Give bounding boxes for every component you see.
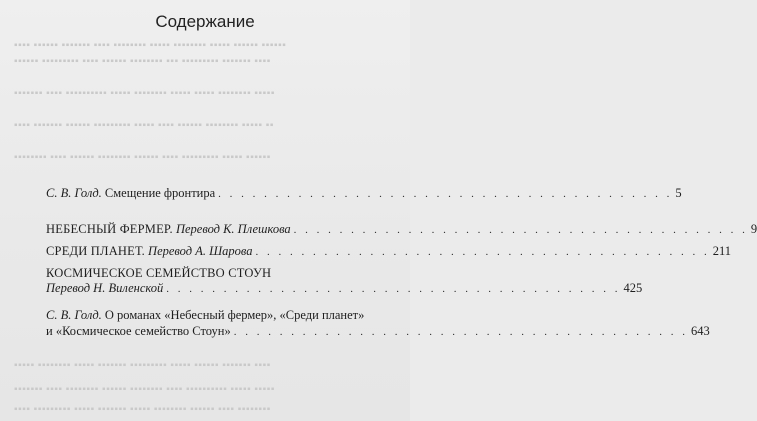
toc-title-continued: и «Космическое семейство Стоун» bbox=[46, 324, 231, 338]
toc-author: С. В. Голд. bbox=[46, 308, 102, 322]
toc-title: О романах «Небесный фермер», «Среди планет» bbox=[104, 308, 365, 322]
toc-entry-text bbox=[46, 222, 291, 237]
toc-page-number: 643 bbox=[690, 324, 710, 338]
leader-dots: . . . . . . . . . . . . . . . . . . . . . . . . . . . . . . . . . . . . . . . . bbox=[218, 188, 673, 200]
show-through-text: ▪▪▪▪▪▪▪▪ ▪▪▪▪ ▪▪▪▪▪▪ ▪▪▪▪▪▪▪▪ ▪▪▪▪▪▪ ▪▪▪▪ ▪▪▪▪▪▪▪▪▪ ▪▪▪▪▪ ▪▪▪▪▪▪ bbox=[14, 152, 271, 163]
show-through-text: ▪▪▪▪ ▪▪▪▪▪▪ ▪▪▪▪▪▪▪ ▪▪▪▪ ▪▪▪▪▪▪▪▪ ▪▪▪▪▪ ▪▪▪▪▪▪▪▪ ▪▪▪▪▪ ▪▪▪▪▪▪ ▪▪▪▪▪▪ bbox=[14, 40, 287, 51]
toc-entry-afterword-line1[interactable] bbox=[46, 308, 400, 323]
contents-heading: Содержание bbox=[155, 12, 255, 31]
show-through-text: ▪▪▪▪▪▪▪ ▪▪▪▪ ▪▪▪▪▪▪▪▪ ▪▪▪▪▪▪ ▪▪▪▪▪▪▪▪ ▪▪▪▪ ▪▪▪▪▪▪▪▪▪▪ ▪▪▪▪▪ ▪▪▪▪▪ bbox=[14, 384, 276, 395]
show-through-text: ▪▪▪▪▪▪▪ ▪▪▪▪ ▪▪▪▪▪▪▪▪▪▪ ▪▪▪▪▪ ▪▪▪▪▪▪▪▪ ▪▪▪▪▪ ▪▪▪▪▪ ▪▪▪▪▪▪▪▪ ▪▪▪▪▪ bbox=[14, 88, 276, 99]
leader-dots: . . . . . . . . . . . . . . . . . . . . . . . . . . . . . . . . . . . . . . . . bbox=[166, 283, 621, 295]
toc-entry-foreword[interactable] bbox=[46, 186, 682, 202]
toc-translator: Перевод К. Плешкова bbox=[175, 222, 291, 236]
toc-title[interactable]: КОСМИЧЕСКОЕ СЕМЕЙСТВО СТОУН bbox=[46, 266, 272, 280]
toc-entry-farmer-in-the-sky[interactable] bbox=[46, 222, 757, 238]
toc-page-number: 425 bbox=[623, 281, 643, 295]
toc-title: НЕБЕСНЫЙ ФЕРМЕР. bbox=[46, 222, 173, 236]
leader-dots: . . . . . . . . . . . . . . . . . . . . . . . . . . . . . . . . . . . . . . . . bbox=[233, 326, 688, 338]
show-through-text: ▪▪▪▪ ▪▪▪▪▪▪▪ ▪▪▪▪▪▪ ▪▪▪▪▪▪▪▪▪ ▪▪▪▪▪ ▪▪▪▪ ▪▪▪▪▪▪ ▪▪▪▪▪▪▪▪ ▪▪▪▪▪ ▪▪ bbox=[14, 120, 275, 131]
leader-dots: . . . . . . . . . . . . . . . . . . . . . . . . . . . . . . . . . . . . . . . . bbox=[255, 246, 710, 258]
toc-entry-rolling-stones[interactable] bbox=[46, 281, 643, 297]
show-through-text: ▪▪▪▪ ▪▪▪▪▪▪▪▪▪ ▪▪▪▪▪ ▪▪▪▪▪▪▪ ▪▪▪▪▪ ▪▪▪▪▪▪▪▪ ▪▪▪▪▪▪ ▪▪▪▪ ▪▪▪▪▪▪▪▪ bbox=[14, 404, 271, 415]
toc-title: Смещение фронтира bbox=[104, 186, 216, 200]
toc-entry-text bbox=[46, 186, 215, 201]
toc-title: СРЕДИ ПЛАНЕТ. bbox=[46, 244, 145, 258]
show-through-text: ▪▪▪▪▪ ▪▪▪▪▪▪▪▪ ▪▪▪▪▪ ▪▪▪▪▪▪▪ ▪▪▪▪▪▪▪▪▪ ▪▪▪▪▪ ▪▪▪▪▪▪ ▪▪▪▪▪▪▪ ▪▪▪▪ bbox=[14, 360, 271, 371]
toc-page-number: 5 bbox=[675, 186, 682, 200]
toc-entry-afterword[interactable] bbox=[46, 324, 710, 340]
toc-author: С. В. Голд. bbox=[46, 186, 102, 200]
toc-page-number: 211 bbox=[712, 244, 732, 258]
show-through-text: ▪▪▪▪▪▪ ▪▪▪▪▪▪▪▪▪ ▪▪▪▪ ▪▪▪▪▪▪ ▪▪▪▪▪▪▪▪ ▪▪▪ ▪▪▪▪▪▪▪▪▪ ▪▪▪▪▪▪▪ ▪▪▪▪ bbox=[14, 56, 271, 67]
toc-entry-between-planets[interactable] bbox=[46, 244, 732, 260]
leader-dots: . . . . . . . . . . . . . . . . . . . . . . . . . . . . . . . . . . . . . . . . bbox=[293, 224, 748, 236]
toc-translator: Перевод Н. Виленской bbox=[46, 281, 164, 295]
toc-entry-text bbox=[46, 244, 252, 259]
toc-page-number: 9 bbox=[750, 222, 757, 236]
toc-translator: Перевод А. Шарова bbox=[148, 244, 253, 258]
